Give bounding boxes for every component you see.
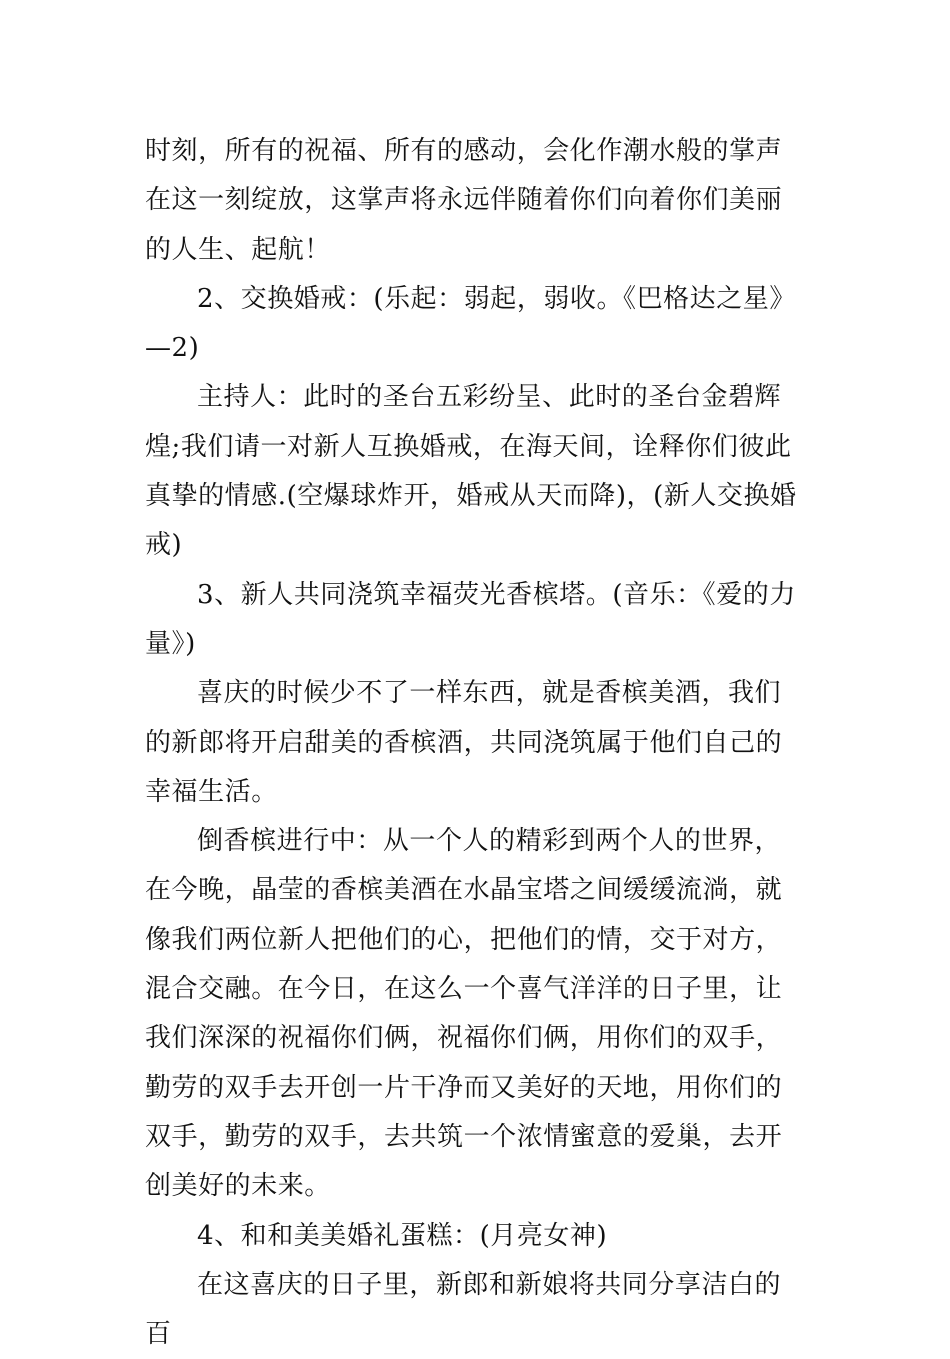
paragraph-6: 倒香槟进行中：从一个人的精彩到两个人的世界，在今晚，晶莹的香槟美酒在水晶宝塔之间缓缓流淌，就像我们两位新人把他们的心，把他们的情，交于对方，混合交融。在今日，在这么一个喜气洋洋的日子里，让我们深深的祝福你们俩，祝福你们俩，用你们的双手，勤劳的双手去开创一片干净而又美好的天地，用你们的双手，勤劳的双手，去共筑一个浓情蜜意的爱巢，去开创美好的未来。 [145,826,783,1202]
paragraph-4: 3、新人共同浇筑幸福荧光香槟塔。(音乐：《爱的力量》) [145,579,796,659]
document-body [145,127,807,1359]
paragraph-1: 时刻，所有的祝福、所有的感动，会化作潮水般的掌声在这一刻绽放，这掌声将永远伴随着你们向着你们美丽的人生、起航！ [145,136,783,265]
paragraph-8: 在这喜庆的日子里，新郎和新娘将共同分享洁白的百 [145,1269,782,1350]
paragraph-5: 喜庆的时候少不了一样东西，就是香槟美酒，我们的新郎将开启甜美的香槟酒，共同浇筑属于他们自己的幸福生活。 [145,678,783,807]
paragraph-2: 2、交换婚戒：(乐起：弱起，弱收。《巴格达之星》—2) [145,283,796,364]
paragraph-7: 4、和和美美婚礼蛋糕：(月亮女神) [197,1220,608,1251]
paragraph-3: 主持人：此时的圣台五彩纷呈、此时的圣台金碧辉煌;我们请一对新人互换婚戒，在海天间，诠释你们彼此真挚的情感.(空爆球炸开，婚戒从天而降)，(新人交换婚戒) [145,382,797,561]
